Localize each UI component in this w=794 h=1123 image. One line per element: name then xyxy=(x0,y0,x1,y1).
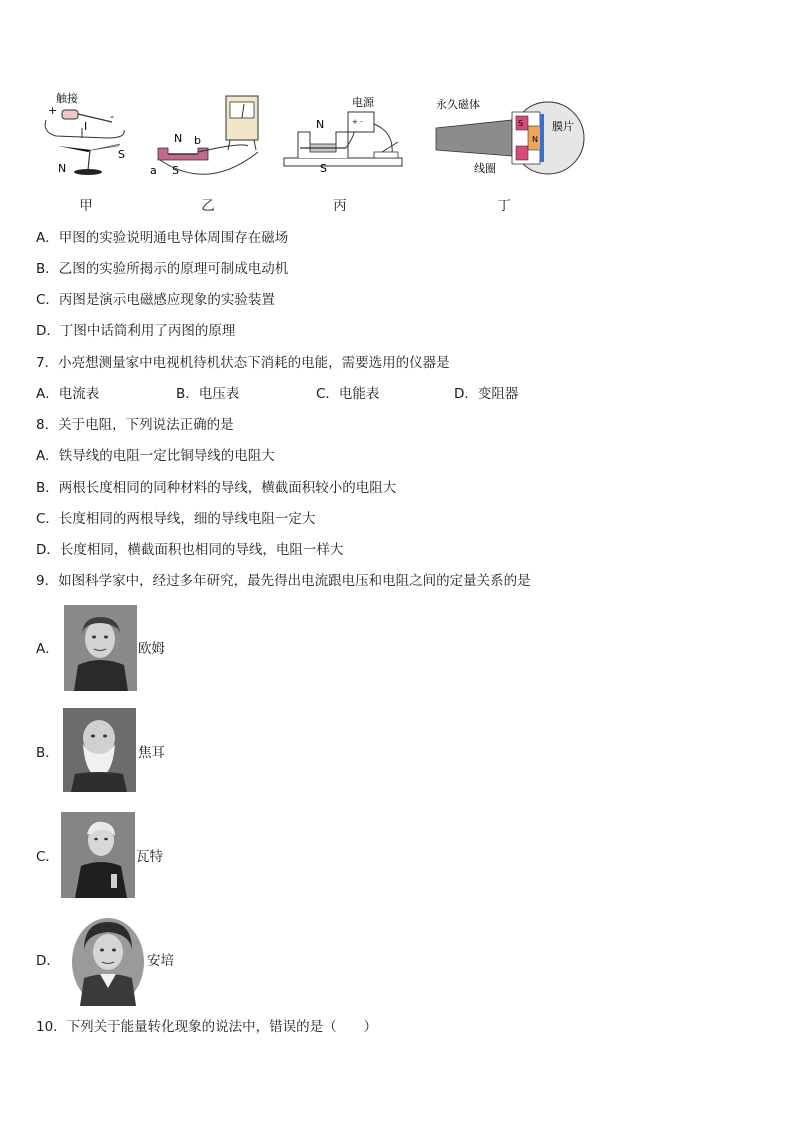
ohm-portrait xyxy=(64,605,137,691)
joule-portrait xyxy=(63,708,136,792)
q9-option-b-letter: B． xyxy=(36,745,59,761)
label-s: S xyxy=(118,148,125,161)
q8-option-c: C．长度相同的两根导线，细的导线电阻一定大 xyxy=(36,511,316,527)
q8-option-d: D．长度相同，横截面积也相同的导线，电阻一样大 xyxy=(36,542,344,558)
label-n: N xyxy=(174,132,183,145)
q7-option-d: D．变阻器 xyxy=(454,386,519,402)
label-plus: + xyxy=(48,104,58,117)
caption-bing: 丙 xyxy=(333,198,347,214)
compass-wire-diagram xyxy=(38,88,138,188)
label-magnet: 永久磁体 xyxy=(436,98,480,111)
caption-yi: 乙 xyxy=(201,198,215,214)
q9-option-a-name: 欧姆 xyxy=(138,641,165,657)
label-a: a xyxy=(150,164,157,177)
q6-option-b: B．乙图的实验所揭示的原理可制成电动机 xyxy=(36,261,289,277)
q6-option-a: A．甲图的实验说明通电导体周围存在磁场 xyxy=(36,230,289,246)
label-b: b xyxy=(194,134,201,147)
q9-option-d-letter: D． xyxy=(36,953,60,969)
figure-bing xyxy=(280,92,408,188)
label-power: 电源 xyxy=(352,96,374,109)
svg-text:+ -: + - xyxy=(352,118,363,126)
label-minus: - xyxy=(110,110,114,123)
label-s: S xyxy=(518,119,524,128)
ampere-portrait xyxy=(70,916,146,1006)
label-diaphragm: 膜片 xyxy=(552,120,574,133)
motor-diagram xyxy=(280,92,408,188)
figure-ding xyxy=(432,92,588,188)
label-n: N xyxy=(532,135,538,144)
q8-option-a: A．铁导线的电阻一定比铜导线的电阻大 xyxy=(36,448,275,464)
label-n: N xyxy=(58,162,67,175)
caption-jia: 甲 xyxy=(79,198,93,214)
q9-option-a-letter: A． xyxy=(36,641,59,657)
watt-portrait xyxy=(61,812,135,898)
label-current: I xyxy=(84,120,88,133)
microphone-diagram xyxy=(432,92,588,188)
q8-stem: 8．关于电阻，下列说法正确的是 xyxy=(36,417,234,433)
figure-yi xyxy=(148,92,266,188)
label-touch: 触接 xyxy=(56,92,78,105)
q6-option-c: C．丙图是演示电磁感应现象的实验装置 xyxy=(36,292,275,308)
label-s: S xyxy=(320,162,327,175)
caption-ding: 丁 xyxy=(497,198,511,214)
q7-option-b: B．电压表 xyxy=(176,386,240,402)
q10-stem: 10．下列关于能量转化现象的说法中，错误的是（ ） xyxy=(36,1019,378,1035)
q9-option-d-name: 安培 xyxy=(147,953,174,969)
label-coil: 线圈 xyxy=(474,162,496,175)
q9-stem: 9．如图科学家中，经过多年研究，最先得出电流跟电压和电阻之间的定量关系的是 xyxy=(36,573,531,589)
q9-option-c-letter: C． xyxy=(36,849,59,865)
galvanometer-diagram xyxy=(148,92,266,188)
q7-option-a: A．电流表 xyxy=(36,386,100,402)
q9-option-c-name: 瓦特 xyxy=(136,849,163,865)
figure-jia xyxy=(38,88,138,188)
label-n: N xyxy=(316,118,325,131)
label-s: S xyxy=(172,164,179,177)
q6-option-d: D．丁图中话筒利用了丙图的原理 xyxy=(36,323,236,339)
q7-option-c: C．电能表 xyxy=(316,386,380,402)
q7-stem: 7．小亮想测量家中电视机待机状态下消耗的电能，需要选用的仪器是 xyxy=(36,355,450,371)
q8-option-b: B．两根长度相同的同种材料的导线，横截面积较小的电阻大 xyxy=(36,480,397,496)
q9-option-b-name: 焦耳 xyxy=(138,745,165,761)
